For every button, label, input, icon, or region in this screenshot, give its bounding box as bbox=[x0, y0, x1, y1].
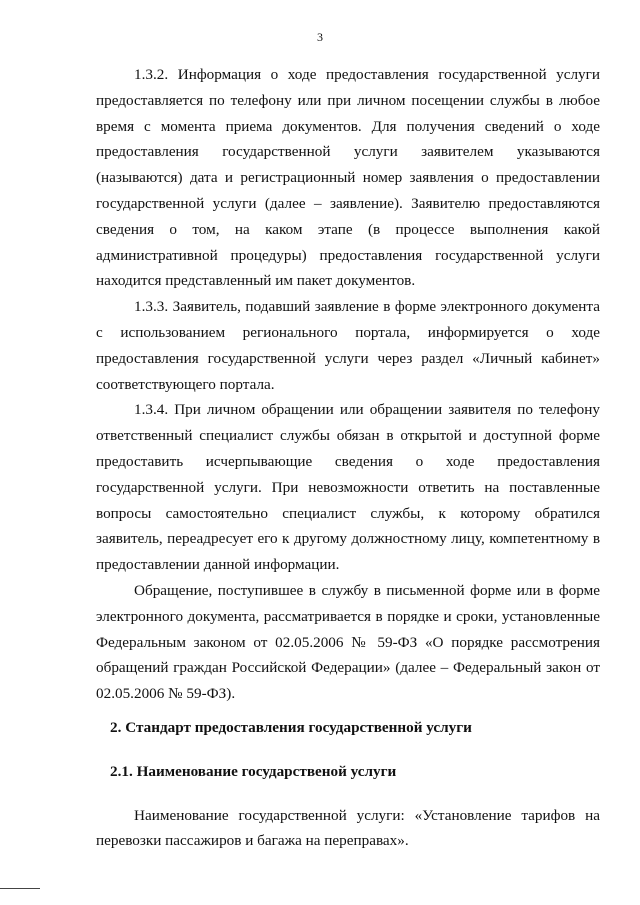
subsection-heading: 2.1. Наименование государственой услуги bbox=[110, 762, 397, 780]
page-number: 3 bbox=[317, 30, 323, 44]
paragraph-1-3-4: 1.3.4. При личном обращении или обращении заявителя по телефону ответственный специалист службы обязан в открытой и доступной форме предоставить исчерпывающие сведения о ходе предоставления государственной услуги. При невозможности ответить на поставленные вопросы самостоятельно специалист службы, к которому обратился заявитель, переадресует его к другому должностному лицу, компетентному в предоставлении данной информации. bbox=[96, 401, 600, 574]
paragraph-1-3-3: 1.3.3. Заявитель, подавший заявление в форме электронного документа с использованием регионального портала, информируется о ходе предоставления государственной услуги через раздел «Личный кабинет» соответствующего портала. bbox=[96, 298, 600, 393]
paragraph-appeal: Обращение, поступившее в службу в письменной форме или в форме электронного документа, рассматривается в порядке и сроки, установленные Федеральным законом от 02.05.2006 № 59-ФЗ «О порядке рассмотрения обращений граждан Российской Федерации» (далее – Федеральный закон от 02.05.2006 № 59-ФЗ). bbox=[96, 581, 600, 703]
paragraph-1-3-2: 1.3.2. Информация о ходе предоставления государственной услуги предоставляется по телефону или при личном посещении службы в любое время с момента приема документов. Для получения сведений о ходе предоставления государственной услуги заявителем указываются (называются) дата и регистрационный номер заявления о предоставлении государственной услуги (далее – заявление). Заявителю предоставляются сведения о том, на каком этапе (в процессе выполнения какой административной процедуры) предоставления государственной услуги находится представленный им пакет документов. bbox=[96, 66, 600, 290]
footer-rule bbox=[0, 888, 40, 889]
paragraph-service-name: Наименование государственной услуги: «Установление тарифов на перевозки пассажиров и багажа на переправах». bbox=[96, 806, 600, 850]
section-heading: 2. Стандарт предоставления государственной услуги bbox=[110, 718, 472, 736]
document-body bbox=[96, 62, 600, 854]
